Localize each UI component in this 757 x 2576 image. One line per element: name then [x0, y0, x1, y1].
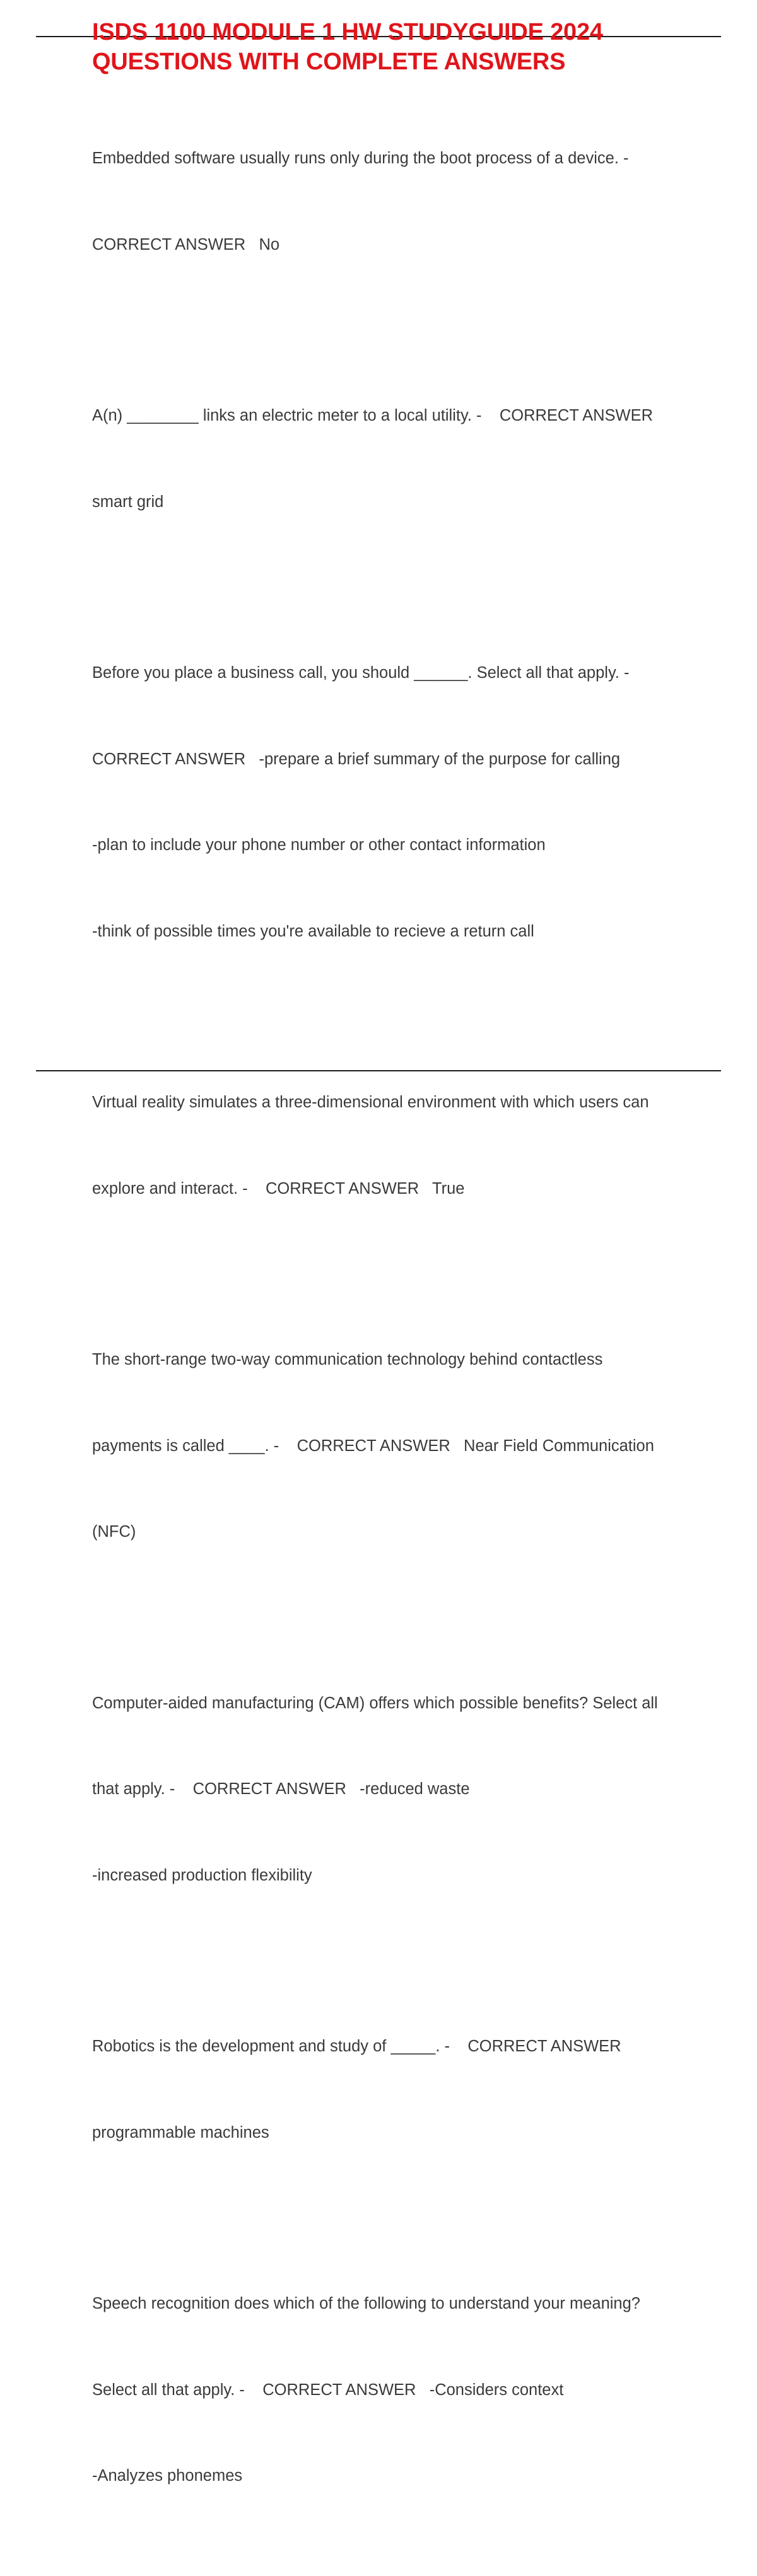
- qa-line: Robotics is the development and study of _____. - CORRECT ANSWER: [92, 2037, 621, 2055]
- qa-line: CORRECT ANSWER No: [92, 235, 280, 254]
- qa-item-3: [92, 602, 698, 1003]
- title-line-2: QUESTIONS WITH COMPLETE ANSWERS: [92, 49, 566, 75]
- qa-line: The short-range two-way communication technology behind contactless: [92, 1351, 603, 1368]
- qa-line: -Analyzes phonemes: [92, 2467, 243, 2485]
- qa-line: -increased production flexibility: [92, 1866, 312, 1884]
- qa-line: smart grid: [92, 492, 164, 511]
- qa-item-2: [92, 344, 698, 574]
- qa-line: -think of possible times you're available to recieve a return call: [92, 922, 534, 940]
- qa-item-6: [92, 1632, 698, 1948]
- qa-line: Speech recognition does which of the following to understand your meaning?: [92, 2295, 640, 2312]
- qa-line: programmable machines: [92, 2123, 269, 2142]
- qa-line: (NFC): [92, 1523, 136, 1541]
- qa-line: A(n) ________ links an electric meter to a local utility. - CORRECT ANSWER: [92, 407, 654, 424]
- qa-line: -plan to include your phone number or other contact information: [92, 836, 546, 854]
- qa-line: explore and interact. - CORRECT ANSWER True: [92, 1179, 465, 1198]
- qa-line: that apply. - CORRECT ANSWER -reduced waste: [92, 1780, 470, 1798]
- footer-rule: [36, 1070, 721, 1071]
- title-line-1: ISDS 1100 MODULE 1 HW STUDYGUIDE 2024: [92, 19, 603, 45]
- qa-item-1: [92, 87, 698, 317]
- qa-list: [92, 87, 698, 2576]
- qa-line: CORRECT ANSWER -prepare a brief summary of the purpose for calling: [92, 750, 621, 768]
- qa-item-8: [92, 2232, 698, 2548]
- qa-item-7: [92, 1975, 698, 2205]
- qa-line: Computer-aided manufacturing (CAM) offers which possible benefits? Select all: [92, 1694, 658, 1712]
- qa-item-5: [92, 1288, 698, 1604]
- qa-line: Select all that apply. - CORRECT ANSWER -Considers context: [92, 2381, 564, 2399]
- document-title: [92, 18, 698, 77]
- qa-line: Embedded software usually runs only during the boot process of a device. -: [92, 149, 629, 167]
- qa-line: Before you place a business call, you should ______. Select all that apply. -: [92, 664, 630, 682]
- qa-line: Virtual reality simulates a three-dimensional environment with which users can: [92, 1093, 649, 1111]
- qa-item-4: [92, 1031, 698, 1261]
- qa-line: payments is called ____. - CORRECT ANSWER Near Field Communication: [92, 1437, 654, 1455]
